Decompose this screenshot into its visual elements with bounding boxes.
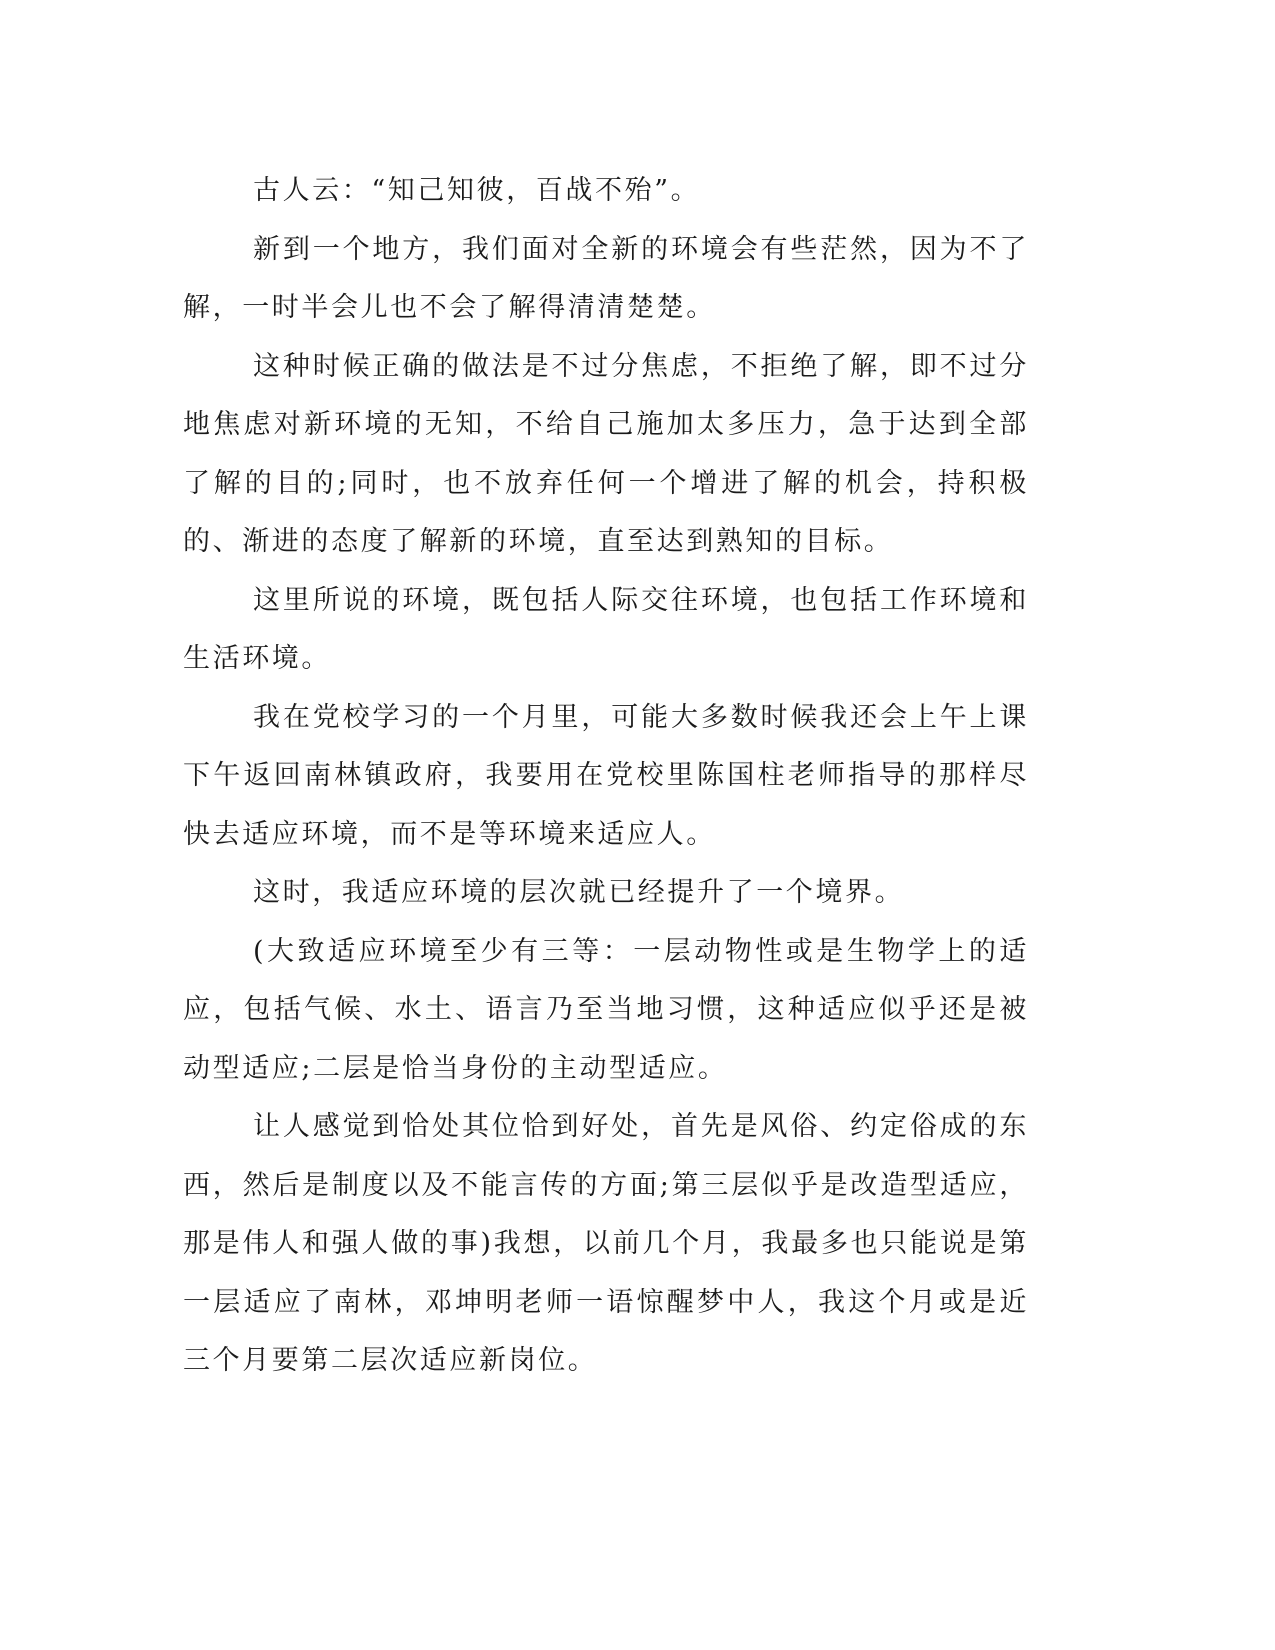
paragraph-6: 这时，我适应环境的层次就已经提升了一个境界。 [253,877,905,908]
paragraph-5: 我在党校学习的一个月里，可能大多数时候我还会上午上课下午返回南林镇政府，我要用在党校里陈国柱老师指导的那样尽快去适应环境，而不是等环境来适应人。 [183,701,1029,850]
paragraph-7: (大致适应环境至少有三等：一层动物性或是生物学上的适应，包括气候、水土、语言乃至当地习惯，这种适应似乎还是被动型适应;二层是恰当身份的主动型适应。 [183,935,1029,1084]
document-body [183,162,1029,1391]
paragraph-8: 让人感觉到恰处其位恰到好处，首先是风俗、约定俗成的东西，然后是制度以及不能言传的方面;第三层似乎是改造型适应，那是伟人和强人做的事)我想，以前几个月，我最多也只能说是第一层适应了南林，邓坤明老师一语惊醒梦中人，我这个月或是近三个月要第二层次适应新岗位。 [183,1111,1029,1376]
paragraph-2: 新到一个地方，我们面对全新的环境会有些茫然，因为不了解，一时半会儿也不会了解得清清楚楚。 [183,233,1029,323]
paragraph-1: 古人云：“知己知彼，百战不殆”。 [253,175,701,206]
paragraph-3: 这种时候正确的做法是不过分焦虑，不拒绝了解，即不过分地焦虑对新环境的无知，不给自己施加太多压力，急于达到全部了解的目的;同时，也不放弃任何一个增进了解的机会，持积极的、渐进的态度了解新的环境，直至达到熟知的目标。 [183,350,1029,557]
paragraph-4: 这里所说的环境，既包括人际交往环境，也包括工作环境和生活环境。 [183,584,1029,674]
